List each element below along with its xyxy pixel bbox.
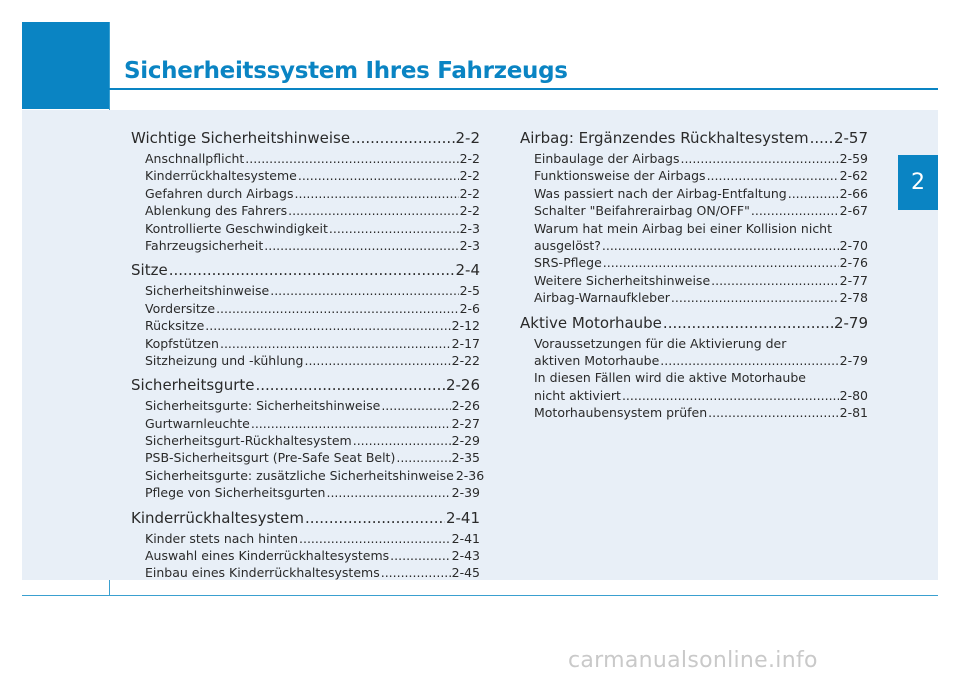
toc-page-number: 2-12 [451, 318, 480, 334]
toc-entry[interactable] [131, 530, 480, 547]
chapter-color-block [22, 22, 109, 109]
dot-leader [169, 258, 455, 282]
toc-heading[interactable] [131, 506, 480, 530]
toc-entry[interactable] [520, 272, 868, 289]
toc-page-number: 2-81 [839, 405, 868, 421]
toc-entry-title: Gurtwarnleuchte [145, 415, 250, 431]
toc-entry-title: Motorhaubensystem prüfen [534, 405, 708, 421]
toc-entry[interactable] [520, 237, 868, 254]
toc-entry[interactable] [131, 220, 480, 237]
dot-leader [396, 449, 450, 466]
toc-page-number: 2-2 [459, 151, 480, 166]
toc-entry[interactable] [520, 289, 868, 306]
dot-leader [660, 352, 838, 369]
toc-entry[interactable] [131, 282, 480, 299]
watermark: carmanualsonline.info [568, 648, 818, 673]
toc-page-number: 2-67 [839, 203, 868, 219]
dot-leader [622, 387, 839, 404]
toc-entry[interactable] [520, 254, 868, 271]
dot-leader [264, 237, 458, 254]
toc-entry[interactable] [131, 547, 480, 564]
toc-page-number: 2-3 [459, 220, 480, 236]
toc-entry-title: Pflege von Sicherheitsgurten [145, 485, 326, 501]
dot-leader [351, 126, 454, 150]
toc-page-number: 2-27 [451, 415, 480, 431]
dot-leader [205, 317, 450, 334]
dot-leader [788, 185, 839, 202]
toc-entry-title: Voraussetzungen für die Aktivierung der [534, 335, 787, 351]
dot-leader [288, 202, 458, 219]
toc-entry[interactable] [131, 432, 480, 449]
toc-entry-title: Was passiert nach der Airbag-Entfaltung [534, 185, 787, 201]
dot-leader [245, 150, 458, 167]
toc-page-number: 2-39 [451, 485, 480, 501]
dot-leader [220, 335, 451, 352]
toc-entry[interactable] [131, 317, 480, 334]
toc-entry-title: Sicherheitsgurt-Rückhaltesystem [145, 433, 352, 449]
toc-heading[interactable] [131, 373, 480, 397]
toc-entry-title: Schalter "Beifahrerairbag ON/OFF" [534, 203, 750, 219]
toc-page-number: 2-77 [839, 272, 868, 288]
toc-entry-title: Anschnallpflicht [145, 151, 245, 166]
dot-leader [381, 397, 450, 414]
toc-page-number: 2-45 [451, 565, 480, 581]
toc-entry-title: ausgelöst? [534, 237, 601, 253]
toc-entry[interactable] [520, 387, 868, 404]
dot-leader [663, 311, 833, 335]
toc-entry-title: Kopfstützen [145, 335, 219, 351]
toc-page-number: 2-66 [839, 185, 868, 201]
toc-entry-title: Sitze [131, 261, 168, 280]
toc-entry-title: Ablenkung des Fahrers [145, 203, 288, 219]
toc-entry-title: Rücksitze [145, 318, 205, 334]
dot-leader [304, 352, 450, 369]
toc-entry[interactable] [131, 167, 480, 184]
toc-entry[interactable] [131, 415, 480, 432]
toc-entry-title: Airbag-Warnaufkleber [534, 290, 670, 306]
toc-page-number: 2-36 [455, 467, 485, 483]
page-title: Sicherheitssystem Ihres Fahrzeugs [124, 58, 568, 84]
dot-leader [353, 432, 451, 449]
dot-leader [680, 150, 838, 167]
dot-leader [326, 484, 450, 501]
dot-leader [390, 547, 450, 564]
dot-leader [255, 373, 444, 397]
toc-page-number: 2-59 [839, 151, 868, 166]
dot-leader [270, 282, 458, 299]
toc-page-number: 2-79 [833, 313, 868, 332]
toc-page-number: 2-26 [451, 398, 480, 414]
toc-left-column [131, 126, 485, 582]
dot-leader [751, 202, 839, 219]
title-underline [109, 88, 938, 90]
toc-page-number: 2-62 [839, 168, 868, 184]
toc-page-number: 2-26 [445, 376, 480, 395]
toc-heading[interactable] [520, 311, 868, 335]
toc-entry-title: In diesen Fällen wird die aktive Motorhaube [534, 370, 806, 386]
toc-entry[interactable] [131, 484, 480, 501]
toc-entry-title: Aktive Motorhaube [520, 313, 662, 332]
toc-entry[interactable] [131, 397, 480, 414]
dot-leader [603, 254, 839, 271]
dot-leader [305, 506, 445, 530]
toc-entry-title: Kinderrückhaltesysteme [145, 168, 297, 184]
toc-right-column [520, 126, 868, 421]
toc-entry[interactable] [520, 150, 868, 167]
toc-entry-title: SRS-Pflege [534, 255, 602, 271]
toc-page-number: 2-2 [455, 129, 480, 147]
toc-page-number: 2-29 [451, 433, 480, 449]
toc-page-number: 2-35 [451, 450, 480, 466]
toc-entry[interactable] [131, 564, 480, 581]
toc-entry-title: Fahrzeugsicherheit [145, 237, 264, 253]
toc-entry-title: Sitzheizung und -kühlung [145, 352, 304, 368]
toc-entry-title: Sicherheitsgurte: zusätzliche Sicherheitshinweise [145, 467, 454, 483]
toc-entry[interactable] [131, 202, 480, 219]
toc-entry-title: Gefahren durch Airbags [145, 185, 294, 201]
toc-heading[interactable] [520, 126, 868, 150]
toc-entry[interactable] [520, 167, 868, 184]
toc-entry-title: Airbag: Ergänzendes Rückhaltesystem [520, 129, 809, 147]
chapter-tab[interactable]: 2 [898, 155, 938, 210]
toc-page-number: 2-76 [839, 255, 868, 271]
toc-entry[interactable] [520, 352, 868, 369]
toc-entry-title: Sicherheitsgurte [131, 376, 255, 395]
toc-entry[interactable] [131, 352, 480, 369]
toc-page-number: 2-80 [839, 387, 868, 403]
toc-page-number: 2-2 [459, 168, 480, 184]
toc-page-number: 2-41 [445, 508, 480, 527]
toc-page-number: 2-79 [839, 352, 868, 368]
toc-entry-title: aktiven Motorhaube [534, 352, 660, 368]
dot-leader [671, 289, 839, 306]
dot-leader [810, 126, 833, 150]
toc-heading[interactable] [131, 258, 480, 282]
toc-page-number: 2-5 [459, 283, 480, 299]
dot-leader [602, 237, 839, 254]
toc-entry-title: Sicherheitshinweise [145, 283, 270, 299]
toc-entry[interactable] [131, 467, 485, 484]
toc-page-number: 2-22 [451, 352, 480, 368]
toc-entry[interactable] [520, 335, 868, 352]
dot-leader [299, 530, 451, 547]
dot-leader [216, 300, 459, 317]
toc-entry[interactable] [131, 300, 480, 317]
toc-entry[interactable] [131, 335, 480, 352]
toc-entry-title: nicht aktiviert [534, 387, 621, 403]
toc-entry[interactable] [520, 404, 868, 421]
toc-entry[interactable] [520, 220, 868, 237]
toc-page-number: 2-4 [455, 261, 480, 280]
toc-entry-title: Kontrollierte Geschwindigkeit [145, 220, 328, 236]
toc-page-number: 2-57 [833, 129, 868, 147]
toc-page-number: 2-17 [451, 335, 480, 351]
toc-entry-title: Wichtige Sicherheitshinweise [131, 129, 351, 147]
toc-entry[interactable] [520, 185, 868, 202]
toc-entry[interactable] [131, 237, 480, 254]
dot-leader [298, 167, 459, 184]
dot-leader [707, 167, 839, 184]
toc-entry[interactable] [520, 202, 868, 219]
dot-leader [295, 185, 459, 202]
bottom-rule [22, 595, 938, 596]
toc-entry-title: Kinderrückhaltesystem [131, 508, 304, 527]
toc-entry[interactable] [131, 150, 480, 167]
toc-entry-title: Kinder stets nach hinten [145, 530, 299, 546]
toc-entry[interactable] [131, 185, 480, 202]
dot-leader [251, 415, 451, 432]
toc-page-number: 2-43 [451, 548, 480, 564]
toc-page-number: 2-70 [839, 237, 868, 253]
toc-page-number: 2-2 [459, 203, 480, 219]
toc-entry[interactable] [131, 449, 480, 466]
toc-entry-title: PSB-Sicherheitsgurt (Pre-Safe Seat Belt) [145, 450, 396, 466]
toc-page-number: 2-2 [459, 185, 480, 201]
toc-entry-title: Warum hat mein Airbag bei einer Kollision nicht [534, 220, 833, 236]
toc-entry-title: Funktionsweise der Airbags [534, 168, 706, 184]
dot-leader [708, 404, 838, 421]
dot-leader [711, 272, 838, 289]
toc-entry-title: Sicherheitsgurte: Sicherheitshinweise [145, 398, 381, 414]
toc-page-number: 2-6 [459, 300, 480, 316]
dot-leader [329, 220, 459, 237]
toc-heading[interactable] [131, 126, 480, 150]
toc-entry-title: Vordersitze [145, 300, 216, 316]
toc-entry-title: Einbau eines Kinderrückhaltesystems [145, 565, 380, 581]
dot-leader [381, 564, 451, 581]
toc-entry-title: Weitere Sicherheitshinweise [534, 272, 711, 288]
toc-page-number: 2-78 [839, 290, 868, 306]
toc-page-number: 2-3 [459, 237, 480, 253]
toc-entry-title: Auswahl eines Kinderrückhaltesystems [145, 548, 390, 564]
toc-page-number: 2-41 [451, 530, 480, 546]
toc-entry-title: Einbaulage der Airbags [534, 151, 680, 166]
toc-entry[interactable] [520, 369, 868, 386]
